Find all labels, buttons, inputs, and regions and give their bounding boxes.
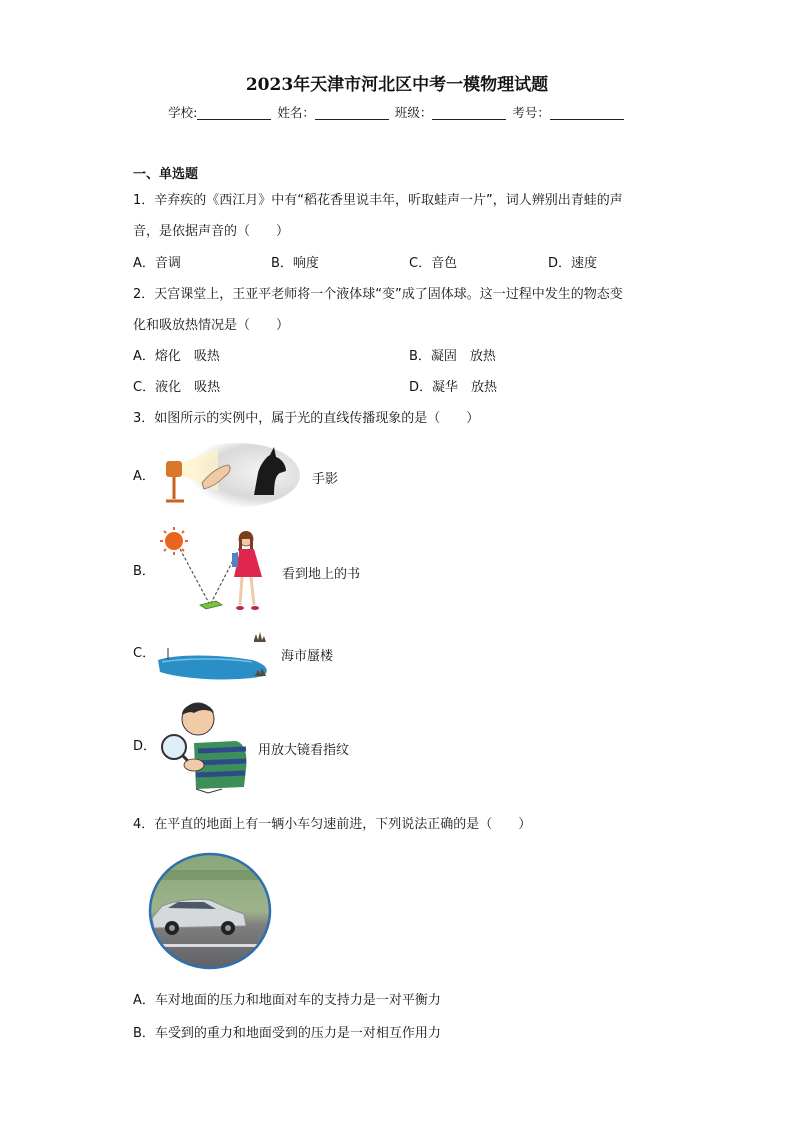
q3-option-d-caption: 用放大镜看指纹 bbox=[258, 743, 350, 758]
q3-option-b-letter[interactable]: B． bbox=[133, 564, 155, 579]
q1-option-c[interactable]: C．音色 bbox=[409, 256, 458, 271]
q3-option-d-letter[interactable]: D． bbox=[133, 739, 157, 754]
q1-option-b[interactable]: B．响度 bbox=[271, 256, 319, 271]
q2-option-d[interactable]: D．凝华 放热 bbox=[409, 380, 498, 395]
q3-option-a-caption: 手影 bbox=[312, 472, 339, 487]
student-info-line bbox=[0, 103, 794, 121]
q2-stem-line1: 2．天宫课堂上，王亚平老师将一个液体球“变”成了固体球。这一过程中发生的物态变 bbox=[133, 287, 623, 302]
q1-option-d[interactable]: D．速度 bbox=[548, 256, 598, 271]
number-blank[interactable] bbox=[550, 107, 624, 120]
q3-stem: 3．如图所示的实例中，属于光的直线传播现象的是（ ） bbox=[133, 411, 480, 426]
q4-stem: 4．在平直的地面上有一辆小车匀速前进，下列说法正确的是（ ） bbox=[133, 817, 532, 832]
page-title: 2023年天津市河北区中考一模物理试题 bbox=[245, 75, 549, 95]
name-blank[interactable] bbox=[315, 107, 389, 120]
q2-option-c[interactable]: C．液化 吸热 bbox=[133, 380, 221, 395]
q2-stem-line2: 化和吸放热情况是（ ） bbox=[133, 318, 290, 333]
section-title: 一、单选题 bbox=[133, 167, 199, 182]
q3-option-b-caption: 看到地上的书 bbox=[282, 567, 361, 582]
school-label: 学校: bbox=[168, 105, 198, 120]
q3-option-c-letter[interactable]: C． bbox=[133, 646, 156, 661]
mirage-image bbox=[156, 628, 274, 682]
magnifier-image bbox=[156, 697, 250, 795]
book-light-image bbox=[158, 525, 276, 617]
q1-option-a[interactable]: A．音调 bbox=[133, 256, 181, 271]
name-label: 姓名： bbox=[277, 105, 315, 120]
q3-option-c-caption: 海市蜃楼 bbox=[281, 649, 334, 664]
class-blank[interactable] bbox=[432, 107, 506, 120]
q1-stem-line1: 1．辛弃疾的《西江月》中有“稻花香里说丰年，听取蛙声一片”，词人辨别出青蛙的声 bbox=[133, 193, 623, 208]
q1-stem-line2: 音，是依据声音的（ ） bbox=[133, 224, 290, 239]
q2-option-a[interactable]: A．熔化 吸热 bbox=[133, 349, 220, 364]
q2-option-b[interactable]: B．凝固 放热 bbox=[409, 349, 496, 364]
q4-option-b[interactable]: B．车受到的重力和地面受到的压力是一对相互作用力 bbox=[133, 1026, 441, 1041]
school-blank[interactable] bbox=[197, 107, 271, 120]
q3-option-a-letter[interactable]: A． bbox=[133, 469, 155, 484]
class-label: 班级： bbox=[394, 105, 433, 120]
q4-option-a[interactable]: A．车对地面的压力和地面对车的支持力是一对平衡力 bbox=[133, 993, 441, 1008]
number-label: 考号： bbox=[512, 105, 550, 120]
hand-shadow-image bbox=[158, 443, 300, 509]
car-image bbox=[148, 852, 272, 970]
